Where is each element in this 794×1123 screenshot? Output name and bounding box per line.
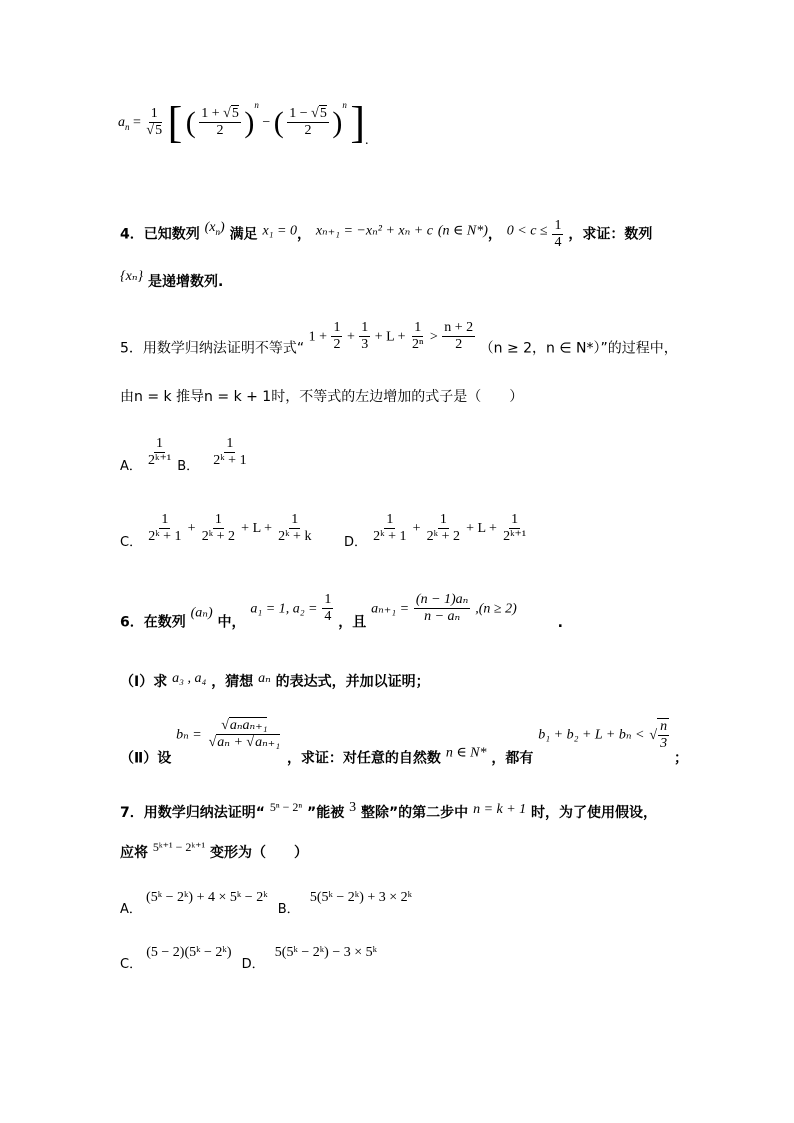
q5-option-c: C． $\frac{1}{\text{2ᵏ + 1}}$ + $\frac{1}{\text{2ᵏ + 2}}$ + L + $\frac{1}{\text{2ᵏ + k}}$ — [120, 512, 312, 551]
q7-line2: 应将 5ᵏ⁺¹ − 2ᵏ⁺¹ 变形为（ ） — [120, 840, 308, 861]
q4-line2: {xₙ} 是递增数列. — [120, 269, 224, 290]
q7-line1: 7．用数学归纳法证明“ 5ⁿ − 2ⁿ ”能被 3 整除”的第二步中 n = k + 1 时，为了使用假设， — [120, 800, 658, 821]
q6-part2: （Ⅱ）设 bₙ = $\frac{\text{√aₙaₙ₊₁}}{\text{√aₙ + √aₙ₊₁}}$ ，求证：对任意的自然数 n ∈ N* ，都有 b₁ + b₂ + L + bₙ < √ $\frac{n}{3}$ ； — [120, 718, 688, 767]
q7-options-cd: C． (5 − 2)(5ᵏ − 2ᵏ) D． 5(5ᵏ − 2ᵏ) − 3 × 5ᵏ — [120, 945, 378, 972]
q4-line1: 4．已知数列 $(x_n)$ 满足 x₁ = 0， xₙ₊₁ = −xₙ² + xₙ + c (n ∈ N*)， 0 < c ≤ $\frac{1}{4}$ ，求证：数列 — [120, 218, 653, 251]
q5-options-ab: A． $\frac{1}{\text{2ᵏ⁺¹}}$ B． $\frac{1}{\text{2ᵏ + 1}}$ — [120, 436, 247, 475]
option-b-fraction: $\frac{1}{\text{2ᵏ + 1}}$ — [213, 436, 247, 469]
q5-option-d: D． $\frac{1}{\text{2ᵏ + 1}}$ + $\frac{1}{\text{2ᵏ + 2}}$ + L + $\frac{1}{\text{2ᵏ⁺¹}}$ — [344, 512, 527, 551]
q3-formula: $a_n$ = $\frac{1}{√5}$ [ ( $\frac{1 + √5}{2}$ )$^n$ − ( $\frac{1 - √5}{2}$ )$^n$ ]. — [118, 97, 369, 148]
term1-fraction: $\frac{1 + √5}{2}$ — [201, 106, 239, 139]
q6-part1: （Ⅰ）求 a₃ , a₄ ，猜想 aₙ 的表达式，并加以证明； — [120, 671, 430, 690]
q5-line1: 5．用数学归纳法证明不等式“ 1 + $\frac{1}{2}$ + $\frac{1}{3}$ + L + $\frac{1}{\text{2ⁿ}}$ > $\frac{n + 2}{2}$ （n ≥ 2，n ∈ N*）”的过程中， — [120, 320, 678, 357]
an-symbol: $a_n$ — [118, 115, 130, 132]
q6-line1: 6．在数列 (aₙ) 中， a₁ = 1, a₂ = $\frac{1}{4}$ ，且 aₙ₊₁ = $\frac{\text{(n − 1)aₙ}}{\text{n − aₙ}}$ ,(n ≥ 2) . — [120, 592, 563, 631]
q7-options-ab: A． (5ᵏ − 2ᵏ) + 4 × 5ᵏ − 2ᵏ B． 5(5ᵏ − 2ᵏ) + 3 × 2ᵏ — [120, 890, 413, 917]
option-a-fraction: $\frac{1}{\text{2ᵏ⁺¹}}$ — [148, 436, 172, 469]
coefficient-fraction: $\frac{1}{√5}$ — [146, 106, 163, 139]
q5-line2: 由n = k 推导n = k + 1时，不等式的左边增加的式子是（ ） — [120, 389, 524, 405]
term2-fraction: $\frac{1 - √5}{2}$ — [289, 106, 327, 139]
